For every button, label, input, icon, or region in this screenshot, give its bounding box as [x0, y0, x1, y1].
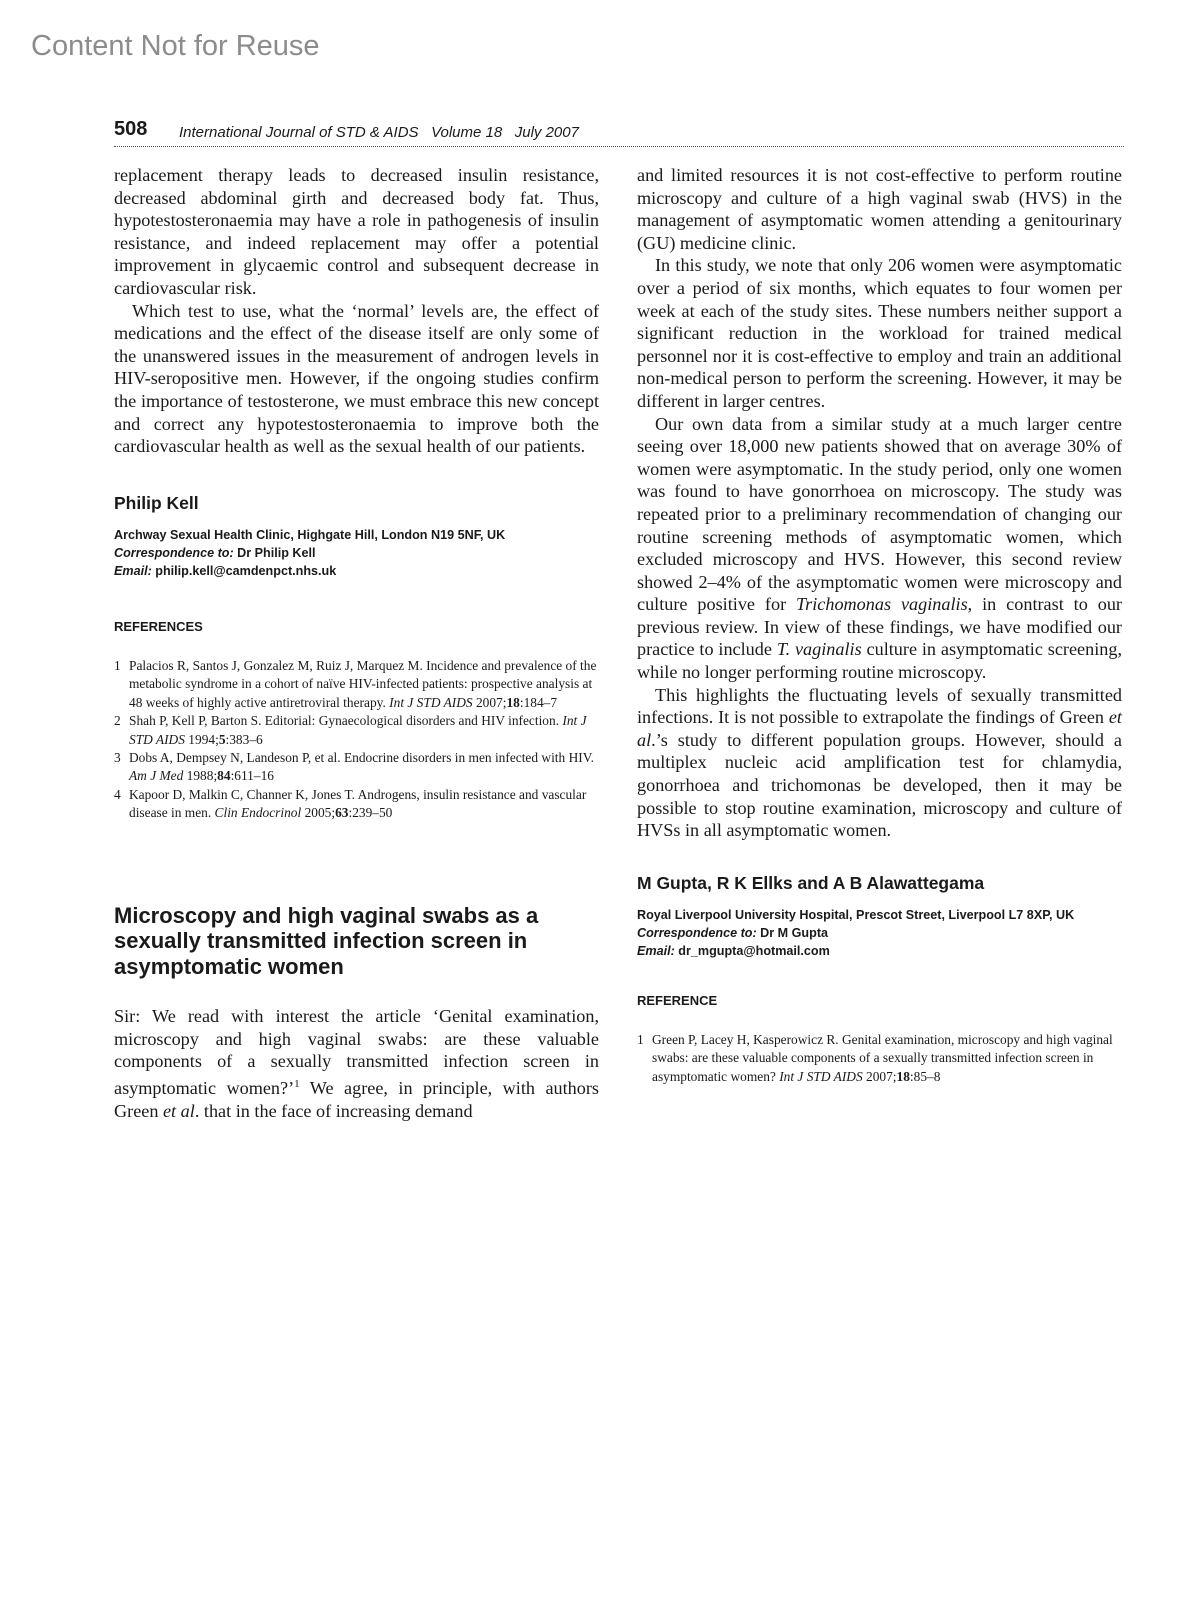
reference-item: [114, 712, 599, 749]
species-name: T. vaginalis: [776, 639, 862, 660]
watermark: Content Not for Reuse: [31, 30, 320, 62]
reference-heading: REFERENCE: [637, 993, 718, 1009]
left-column: [114, 164, 599, 1122]
email-line: [637, 942, 1122, 960]
paragraph-text: , in contrast to our previous review. In view of these findings, we have modified our practice to include: [637, 594, 1122, 660]
reference-journal: Int J STD AIDS: [779, 1068, 863, 1084]
references-heading: REFERENCES: [114, 619, 203, 635]
letter-opening: Sir: We read with interest the article ‘Genital examination, microscopy and high vaginal swabs: are these valuable components of a sexually transmitted infection screen in asymptomatic women?’: [114, 1006, 599, 1098]
reference-text: Kapoor D, Malkin C, Channer K, Jones T. Androgens, insulin resistance and vascular disease in men.: [129, 786, 587, 821]
page-number: 508: [114, 118, 148, 140]
email-address[interactable]: philip.kell@camdenpct.nhs.uk: [155, 564, 337, 579]
reference-number: 3: [114, 749, 121, 765]
reference-item: [114, 786, 599, 823]
reference-journal: Int J STD AIDS: [389, 694, 473, 710]
body-paragraph: In this study, we note that only 206 women were asymptomatic over a period of six months, which equates to four women per week at each of the study sites. These numbers neither support a significant reduction in the workload for trained medical personnel nor it is cost-effective to employ and train an additional non-medical person to perform the screening. However, it may be different in larger centres.: [637, 255, 1122, 411]
reference-journal: Am J Med: [129, 768, 184, 784]
reference-text: Green P, Lacey H, Kasperowicz R. Genital examination, microscopy and high vaginal swabs: are these valuable components of a sexually transmitted infection screen in asymptomatic women?: [652, 1032, 1113, 1084]
reference-volume: 84: [217, 768, 231, 784]
correspondence-name: Dr M Gupta: [760, 926, 829, 941]
reference-year: 1994;: [188, 731, 219, 747]
author-names: M Gupta, R K Ellks and A B Alawattegama: [637, 872, 985, 893]
body-paragraph: Which test to use, what the ‘normal’ levels are, the effect of medications and the effect of the disease itself are only some of the unanswered issues in the measurement of androgen levels in HIV-seropositive men. However, if the ongoing studies confirm the importance of testosterone, we must embrace this new concept and correct any hypotestosteronaemia to improve both the cardiovascular health as well as the sexual health of our patients.: [114, 300, 599, 457]
affiliation-text: Royal Liverpool University Hospital, Prescot Street, Liverpool L7 8XP, UK: [637, 908, 1075, 923]
article-title: Microscopy and high vaginal swabs as a sexually transmitted infection screen in asymptomatic women: [114, 902, 539, 979]
reference-pages: :611–16: [230, 768, 274, 784]
journal-citation: International Journal of STD & AIDS Volume 18 July 2007: [179, 124, 579, 141]
reference-pages: :184–7: [519, 694, 558, 710]
reference-volume: 18: [896, 1068, 910, 1084]
author-name: Philip Kell: [114, 492, 199, 513]
reference-year: 2007;: [866, 1068, 897, 1084]
email-address[interactable]: dr_mgupta@hotmail.com: [678, 944, 830, 959]
correspondence-name: Dr Philip Kell: [237, 546, 316, 561]
reference-list: [637, 1031, 1122, 1086]
body-paragraph: [114, 1005, 599, 1122]
reference-year: 1988;: [186, 768, 218, 784]
reference-item: [637, 1031, 1122, 1086]
reference-volume: 5: [218, 731, 226, 747]
correspondence-line: [637, 924, 1122, 942]
author-affiliation: [114, 526, 599, 580]
letter-text: . that in the face of increasing demand: [194, 1100, 473, 1121]
reference-pages: :85–8: [909, 1068, 941, 1084]
citation-superscript: 1: [294, 1077, 300, 1090]
header-rule: [114, 146, 1124, 147]
body-paragraph: replacement therapy leads to decreased insulin resistance, decreased abdominal girth and decreased body fat. Thus, hypotestosteronaemia may have a role in pathogenesis of insulin resistance, and indeed replacement may offer a potential improvement in glycaemic control and subsequent decrease in cardiovascular risk.: [114, 165, 599, 298]
correspondence-label: Correspondence to:: [114, 546, 234, 561]
right-column: [637, 164, 1122, 1086]
body-paragraph: [637, 684, 1122, 842]
paragraph-text: culture in asymptomatic screening, while no longer performing routine microscopy.: [637, 639, 1123, 683]
affiliation-text: Archway Sexual Health Clinic, Highgate Hill, London N19 5NF, UK: [114, 528, 506, 543]
letter-text: We agree, in principle, with authors Green: [114, 1077, 599, 1121]
reference-text: Palacios R, Santos J, Gonzalez M, Ruiz J, Marquez M. Incidence and prevalence of the metabolic syndrome in a cohort of naïve HIV-infected patients: prospective analysis at 48 weeks of highly active antiretroviral therapy.: [129, 657, 597, 710]
body-paragraph: and limited resources it is not cost-effective to perform routine microscopy and culture of a high vaginal swab (HVS) in the management of asymptomatic women attending a genitourinary (GU) medicine clinic.: [637, 165, 1122, 253]
paragraph-text: Our own data from a similar study at a much larger centre seeing over 18,000 new patients showed that on average 30% of women were asymptomatic. In the study period, only one women was found to have gonorrhoea on microscopy. The study was repeated prior to a preliminary recommendation of changing our routine screening methods of asymptomatic women, which excluded microscopy and HVS. However, this second review showed 2–4% of the asymptomatic women were microscopy and culture positive for: [637, 413, 1122, 615]
reference-text: Shah P, Kell P, Barton S. Editorial: Gynaecological disorders and HIV infection.: [129, 713, 560, 729]
reference-number: 1: [637, 1032, 644, 1047]
reference-journal: Int J STD AIDS: [129, 713, 587, 747]
reference-volume: 18: [506, 694, 520, 710]
reference-number: 1: [114, 657, 121, 673]
reference-year: 2007;: [475, 694, 507, 710]
correspondence-line: [114, 544, 599, 562]
et-al-italic: et al: [637, 707, 1122, 750]
author-affiliation: [637, 906, 1122, 960]
email-label: Email:: [114, 564, 152, 579]
paragraph-text: .’s study to different population groups. However, should a multiplex nucleic acid amplification test for chlamydia, gonorrhoea and trichomonas be developed, then it may be possible to stop routine examination, microscopy and culture of HVSs in all asymptomatic women.: [637, 729, 1122, 841]
email-line: [114, 562, 599, 580]
reference-text: Dobs A, Dempsey N, Landeson P, et al. Endocrine disorders in men infected with HIV.: [129, 749, 594, 765]
reference-number: 2: [114, 713, 121, 729]
reference-number: 4: [114, 786, 121, 802]
et-al-italic: et al: [162, 1100, 195, 1121]
correspondence-label: Correspondence to:: [637, 926, 757, 941]
reference-pages: :383–6: [225, 731, 263, 747]
reference-year: 2005;: [304, 805, 336, 821]
paragraph-text: This highlights the fluctuating levels of sexually transmitted infections. It is not possible to extrapolate the findings of Green: [637, 684, 1122, 728]
reference-volume: 63: [335, 805, 349, 821]
reference-journal: Clin Endocrinol: [214, 805, 302, 821]
reference-pages: :239–50: [348, 805, 393, 821]
species-name: Trichomonas vaginalis: [796, 594, 968, 615]
body-paragraph: [637, 413, 1122, 684]
reference-item: [114, 657, 599, 712]
reference-item: [114, 749, 599, 786]
reference-list: [114, 657, 599, 823]
running-header: [114, 116, 1124, 148]
email-label: Email:: [637, 944, 675, 959]
